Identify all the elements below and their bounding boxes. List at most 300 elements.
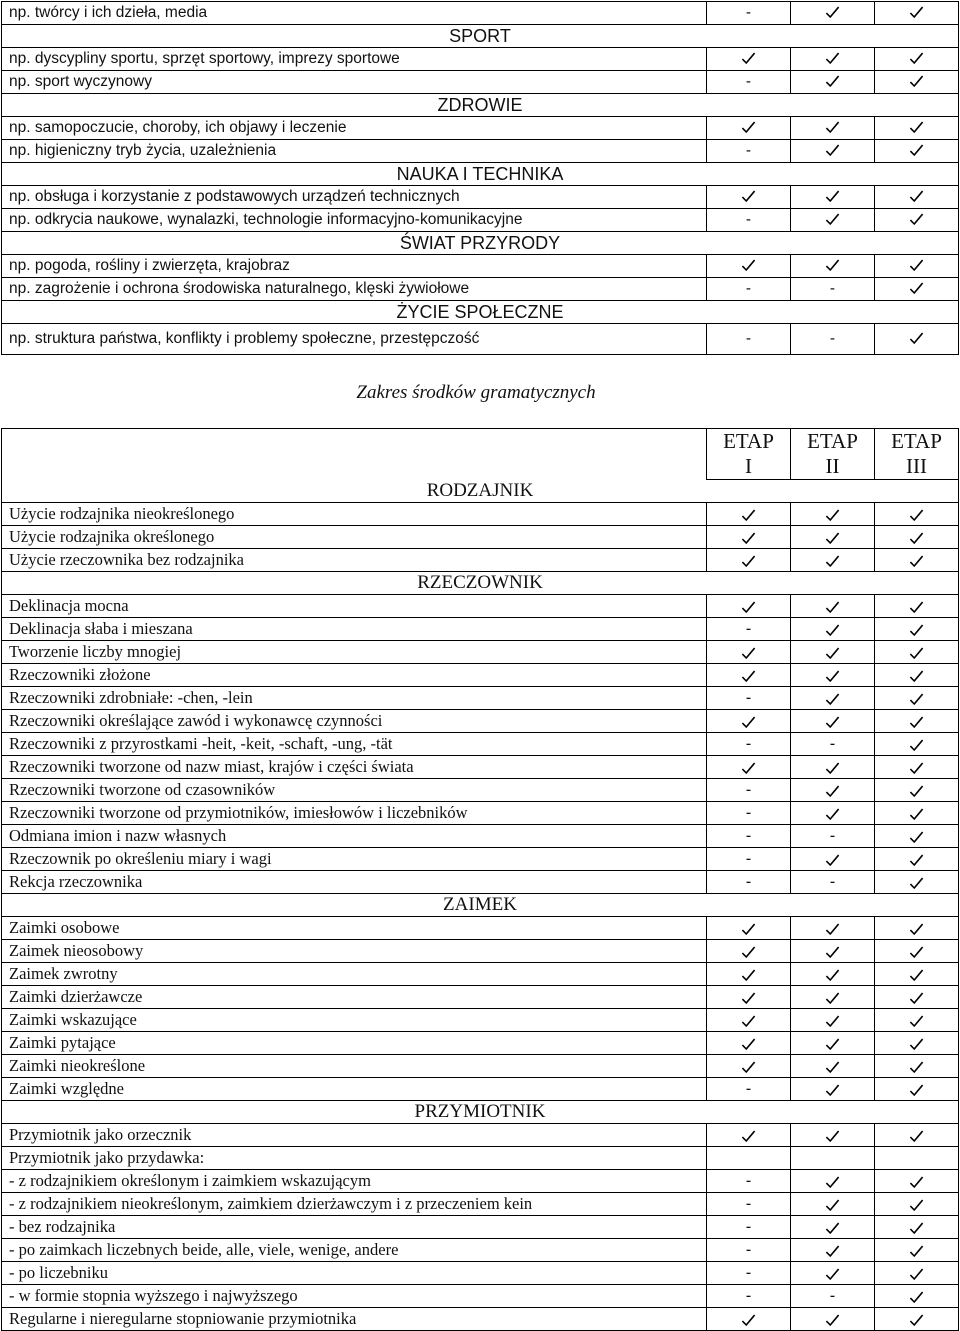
row-label: Zaimki pytające [2, 1032, 707, 1055]
checkmark-icon [825, 51, 840, 66]
row-label: Rzeczowniki z przyrostkami -heit, -keit, -schaft, -ung, -tät [2, 733, 707, 756]
table-row [2, 186, 959, 209]
etap-1-cell [707, 986, 791, 1009]
checkmark-icon [909, 51, 924, 66]
checkmark-icon [741, 1313, 756, 1328]
table-row [2, 986, 959, 1009]
etap-2-cell [791, 848, 875, 871]
table-row [2, 871, 959, 894]
etap-3-cell [875, 1216, 959, 1239]
row-label: - bez rodzajnika [2, 1216, 707, 1239]
etap-2-cell [791, 1193, 875, 1216]
etap-1-cell [707, 779, 791, 802]
row-label: Użycie rzeczownika bez rodzajnika [2, 549, 707, 572]
etap-3-cell [875, 940, 959, 963]
checkmark-icon [909, 1244, 924, 1259]
checkmark-icon [909, 646, 924, 661]
etap-3-cell [875, 779, 959, 802]
etap-2-cell [791, 687, 875, 710]
row-label: Rzeczownik po określeniu miary i wagi [2, 848, 707, 871]
checkmark-icon [825, 143, 840, 158]
table-row [2, 1262, 959, 1285]
etap-1-cell [707, 1262, 791, 1285]
checkmark-icon [909, 1221, 924, 1236]
checkmark-icon [909, 1129, 924, 1144]
table-row [2, 825, 959, 848]
checkmark-icon [741, 669, 756, 684]
etap-2-cell [791, 117, 875, 140]
row-label: np. obsługa i korzystanie z podstawowych urządzeń technicznych [2, 186, 707, 209]
dash-mark: - [745, 142, 752, 159]
section-heading: ZAIMEK [2, 894, 959, 917]
row-label: Regularne i nieregularne stopniowanie przymiotnika [2, 1308, 707, 1331]
dash-mark: - [745, 73, 752, 90]
section-row [2, 572, 959, 595]
etap-2-cell [791, 278, 875, 301]
table-row [2, 1239, 959, 1262]
checkmark-icon [741, 646, 756, 661]
table-row [2, 48, 959, 71]
row-label: Rzeczowniki tworzone od czasowników [2, 779, 707, 802]
checkmark-icon [825, 646, 840, 661]
etap-2-cell [791, 1170, 875, 1193]
etap-3-cell [875, 186, 959, 209]
etap-1-cell [707, 526, 791, 549]
checkmark-icon [909, 1060, 924, 1075]
checkmark-icon [825, 1083, 840, 1098]
etap-2-cell [791, 1216, 875, 1239]
row-label: Przymiotnik jako przydawka: [2, 1147, 707, 1170]
checkmark-icon [825, 189, 840, 204]
table-row [2, 1078, 959, 1101]
checkmark-icon [825, 922, 840, 937]
checkmark-icon [741, 120, 756, 135]
checkmark-icon [825, 968, 840, 983]
etap-1-cell [707, 48, 791, 71]
etap-3-cell [875, 710, 959, 733]
checkmark-icon [909, 968, 924, 983]
etap-2-cell [791, 324, 875, 355]
checkmark-icon [825, 1060, 840, 1075]
section-row [2, 25, 959, 48]
dash-mark: - [829, 330, 836, 347]
etap-3-cell [875, 1193, 959, 1216]
etap-1-cell [707, 186, 791, 209]
dash-mark: - [745, 211, 752, 228]
table-row [2, 595, 959, 618]
checkmark-icon [825, 531, 840, 546]
etap-1-cell [707, 1032, 791, 1055]
section-heading: ŚWIAT PRZYRODY [2, 232, 959, 255]
row-label: Rzeczowniki zdrobniałe: -chen, -lein [2, 687, 707, 710]
etap-3-cell [875, 1285, 959, 1308]
row-label: Zaimki nieokreślone [2, 1055, 707, 1078]
checkmark-icon [741, 258, 756, 273]
table-row [2, 117, 959, 140]
row-label: Zaimek zwrotny [2, 963, 707, 986]
row-label: Deklinacja słaba i mieszana [2, 618, 707, 641]
section-row [2, 301, 959, 324]
dash-mark: - [745, 689, 752, 707]
dash-mark: - [745, 1287, 752, 1305]
table-row [2, 1147, 959, 1170]
header-etap-1: ETAP I [707, 429, 791, 480]
table-row [2, 278, 959, 301]
dash-mark: - [745, 1080, 752, 1098]
etap-1-cell [707, 1308, 791, 1331]
etap-1-cell [707, 140, 791, 163]
dash-mark: - [745, 280, 752, 297]
etap-3-cell [875, 526, 959, 549]
checkmark-icon [825, 991, 840, 1006]
etap-1-cell [707, 278, 791, 301]
checkmark-icon [825, 508, 840, 523]
checkmark-icon [741, 1129, 756, 1144]
etap-1-cell [707, 255, 791, 278]
grammar-table [1, 428, 959, 1331]
row-label: Zaimki dzierżawcze [2, 986, 707, 1009]
etap-2-cell [791, 1262, 875, 1285]
etap-1-cell [707, 324, 791, 355]
checkmark-icon [741, 508, 756, 523]
table-row [2, 549, 959, 572]
dash-mark: - [745, 330, 752, 347]
etap-2-cell [791, 1078, 875, 1101]
checkmark-icon [825, 715, 840, 730]
checkmark-icon [741, 945, 756, 960]
table-row [2, 664, 959, 687]
table-row [2, 733, 959, 756]
etap-3-cell [875, 1170, 959, 1193]
checkmark-icon [909, 1313, 924, 1328]
checkmark-icon [741, 531, 756, 546]
checkmark-icon [909, 1175, 924, 1190]
checkmark-icon [741, 1037, 756, 1052]
dash-mark: - [829, 735, 836, 753]
grammar-table-body [2, 429, 959, 1331]
etap-3-cell [875, 664, 959, 687]
dash-mark: - [745, 1195, 752, 1213]
etap-2-cell [791, 664, 875, 687]
etap-1-cell [707, 641, 791, 664]
checkmark-icon [825, 1267, 840, 1282]
checkmark-icon [909, 876, 924, 891]
etap-2-cell [791, 733, 875, 756]
etap-3-cell [875, 733, 959, 756]
dash-mark: - [745, 1241, 752, 1259]
etap-1-cell [707, 503, 791, 526]
checkmark-icon [909, 531, 924, 546]
checkmark-icon [825, 258, 840, 273]
checkmark-icon [741, 991, 756, 1006]
row-label: Rzeczowniki tworzone od przymiotników, imiesłowów i liczebników [2, 802, 707, 825]
dash-mark: - [829, 873, 836, 891]
table-row [2, 1124, 959, 1147]
table-row [2, 756, 959, 779]
etap-3-cell [875, 1147, 959, 1170]
etap-1-cell [707, 1216, 791, 1239]
etap-3-cell [875, 71, 959, 94]
dash-mark: - [745, 1172, 752, 1190]
row-label: np. sport wyczynowy [2, 71, 707, 94]
checkmark-icon [909, 669, 924, 684]
checkmark-icon [909, 692, 924, 707]
checkmark-icon [909, 74, 924, 89]
checkmark-icon [825, 784, 840, 799]
table-row [2, 710, 959, 733]
section-heading: NAUKA I TECHNIKA [2, 163, 959, 186]
etap-2-cell [791, 186, 875, 209]
etap-3-cell [875, 917, 959, 940]
checkmark-icon [909, 331, 924, 346]
table-row [2, 1285, 959, 1308]
row-label: Zaimki względne [2, 1078, 707, 1101]
dash-mark: - [745, 620, 752, 638]
etap-1-cell [707, 1147, 791, 1170]
topics-table-body [2, 2, 959, 355]
etap-1-cell [707, 618, 791, 641]
etap-1-cell [707, 825, 791, 848]
row-label: np. higieniczny tryb życia, uzależnienia [2, 140, 707, 163]
checkmark-icon [825, 945, 840, 960]
checkmark-icon [825, 74, 840, 89]
checkmark-icon [909, 120, 924, 135]
etap-2-cell [791, 871, 875, 894]
table-row [2, 687, 959, 710]
row-label: - w formie stopnia wyższego i najwyższego [2, 1285, 707, 1308]
etap-3-cell [875, 140, 959, 163]
etap-2-cell [791, 963, 875, 986]
etap-3-cell [875, 1262, 959, 1285]
table-row [2, 1216, 959, 1239]
etap-1-cell [707, 940, 791, 963]
dash-mark: - [745, 850, 752, 868]
etap-3-cell [875, 209, 959, 232]
checkmark-icon [741, 922, 756, 937]
table-row [2, 917, 959, 940]
checkmark-icon [741, 1014, 756, 1029]
checkmark-icon [909, 1267, 924, 1282]
etap-1-cell [707, 917, 791, 940]
checkmark-icon [741, 51, 756, 66]
row-label: np. struktura państwa, konflikty i problemy społeczne, przestępczość [2, 324, 707, 355]
table-row [2, 1055, 959, 1078]
table-row [2, 140, 959, 163]
dash-mark: - [745, 735, 752, 753]
etap-2-cell [791, 71, 875, 94]
etap-1-cell [707, 802, 791, 825]
etap-1-cell [707, 733, 791, 756]
checkmark-icon [909, 945, 924, 960]
row-label: Rzeczowniki tworzone od nazw miast, krajów i części świata [2, 756, 707, 779]
section-heading: RODZAJNIK [2, 480, 959, 503]
checkmark-icon [825, 600, 840, 615]
table-row [2, 802, 959, 825]
checkmark-icon [825, 554, 840, 569]
etap-3-cell [875, 986, 959, 1009]
etap-2-cell [791, 526, 875, 549]
table-row [2, 641, 959, 664]
table-row [2, 1170, 959, 1193]
section-row [2, 1101, 959, 1124]
etap-1-cell [707, 1124, 791, 1147]
row-label: Odmiana imion i nazw własnych [2, 825, 707, 848]
etap-2-cell [791, 825, 875, 848]
etap-2-cell [791, 209, 875, 232]
checkmark-icon [741, 968, 756, 983]
table-row [2, 71, 959, 94]
header-etap-2: ETAP II [791, 429, 875, 480]
etap-1-cell [707, 71, 791, 94]
section-heading: ZDROWIE [2, 94, 959, 117]
etap-3-cell [875, 802, 959, 825]
etap-3-cell [875, 1239, 959, 1262]
dash-mark: - [829, 827, 836, 845]
etap-1-cell [707, 117, 791, 140]
checkmark-icon [909, 554, 924, 569]
row-label: Tworzenie liczby mnogiej [2, 641, 707, 664]
checkmark-icon [741, 600, 756, 615]
etap-2-cell [791, 2, 875, 25]
checkmark-icon [909, 830, 924, 845]
etap-2-cell [791, 48, 875, 71]
etap-1-cell [707, 687, 791, 710]
checkmark-icon [825, 1221, 840, 1236]
etap-2-cell [791, 802, 875, 825]
etap-3-cell [875, 255, 959, 278]
row-label: np. samopoczucie, choroby, ich objawy i leczenie [2, 117, 707, 140]
header-etap-3: ETAP III [875, 429, 959, 480]
checkmark-icon [741, 715, 756, 730]
checkmark-icon [825, 1037, 840, 1052]
table-row [2, 2, 959, 25]
row-label: Zaimki osobowe [2, 917, 707, 940]
dash-mark: - [745, 781, 752, 799]
checkmark-icon [825, 120, 840, 135]
section-row [2, 232, 959, 255]
etap-3-cell [875, 503, 959, 526]
etap-3-cell [875, 641, 959, 664]
etap-2-cell [791, 756, 875, 779]
etap-3-cell [875, 687, 959, 710]
etap-2-cell [791, 641, 875, 664]
table-row [2, 1009, 959, 1032]
checkmark-icon [909, 1198, 924, 1213]
grammar-header-row [2, 429, 959, 480]
checkmark-icon [909, 623, 924, 638]
etap-2-cell [791, 1308, 875, 1331]
etap-3-cell [875, 2, 959, 25]
section-row [2, 163, 959, 186]
checkmark-icon [909, 212, 924, 227]
table-row [2, 1193, 959, 1216]
checkmark-icon [909, 258, 924, 273]
row-label: Zaimek nieosobowy [2, 940, 707, 963]
checkmark-icon [825, 761, 840, 776]
checkmark-icon [909, 991, 924, 1006]
header-blank-cell [2, 429, 707, 480]
checkmark-icon [825, 1244, 840, 1259]
checkmark-icon [825, 692, 840, 707]
checkmark-icon [909, 715, 924, 730]
etap-3-cell [875, 1308, 959, 1331]
etap-2-cell [791, 255, 875, 278]
etap-3-cell [875, 48, 959, 71]
section-heading: ŻYCIE SPOŁECZNE [2, 301, 959, 324]
checkmark-icon [741, 189, 756, 204]
row-label: Użycie rodzajnika nieokreślonego [2, 503, 707, 526]
checkmark-icon [909, 1014, 924, 1029]
section-row [2, 894, 959, 917]
row-label: Zaimki wskazujące [2, 1009, 707, 1032]
checkmark-icon [825, 853, 840, 868]
etap-1-cell [707, 1239, 791, 1262]
checkmark-icon [909, 853, 924, 868]
checkmark-icon [825, 1198, 840, 1213]
dash-mark: - [745, 804, 752, 822]
etap-1-cell [707, 595, 791, 618]
etap-3-cell [875, 618, 959, 641]
checkmark-icon [909, 807, 924, 822]
dash-mark: - [745, 1218, 752, 1236]
row-label: - z rodzajnikiem określonym i zaimkiem wskazującym [2, 1170, 707, 1193]
table-row [2, 503, 959, 526]
etap-2-cell [791, 503, 875, 526]
etap-3-cell [875, 1055, 959, 1078]
table-row [2, 618, 959, 641]
etap-3-cell [875, 756, 959, 779]
topics-table [1, 1, 959, 355]
grammar-title: Zakres środków gramatycznych [356, 382, 596, 403]
checkmark-icon [741, 761, 756, 776]
etap-3-cell [875, 963, 959, 986]
etap-2-cell [791, 1285, 875, 1308]
dash-mark: - [745, 1264, 752, 1282]
etap-1-cell [707, 549, 791, 572]
etap-1-cell [707, 963, 791, 986]
etap-2-cell [791, 1239, 875, 1262]
etap-3-cell [875, 1009, 959, 1032]
checkmark-icon [909, 189, 924, 204]
row-label: np. dyscypliny sportu, sprzęt sportowy, imprezy sportowe [2, 48, 707, 71]
etap-3-cell [875, 825, 959, 848]
etap-2-cell [791, 595, 875, 618]
checkmark-icon [909, 281, 924, 296]
table-row [2, 1308, 959, 1331]
row-label: - po liczebniku [2, 1262, 707, 1285]
etap-1-cell [707, 1170, 791, 1193]
etap-1-cell [707, 1078, 791, 1101]
etap-2-cell [791, 710, 875, 733]
row-label: np. zagrożenie i ochrona środowiska naturalnego, klęski żywiołowe [2, 278, 707, 301]
etap-1-cell [707, 1285, 791, 1308]
checkmark-icon [909, 600, 924, 615]
etap-1-cell [707, 209, 791, 232]
etap-3-cell [875, 549, 959, 572]
table-row [2, 848, 959, 871]
etap-1-cell [707, 1193, 791, 1216]
checkmark-icon [825, 1175, 840, 1190]
etap-1-cell [707, 871, 791, 894]
etap-2-cell [791, 779, 875, 802]
checkmark-icon [909, 784, 924, 799]
checkmark-icon [909, 922, 924, 937]
etap-1-cell [707, 1009, 791, 1032]
row-label: Rzeczowniki złożone [2, 664, 707, 687]
checkmark-icon [909, 761, 924, 776]
table-row [2, 255, 959, 278]
checkmark-icon [825, 212, 840, 227]
